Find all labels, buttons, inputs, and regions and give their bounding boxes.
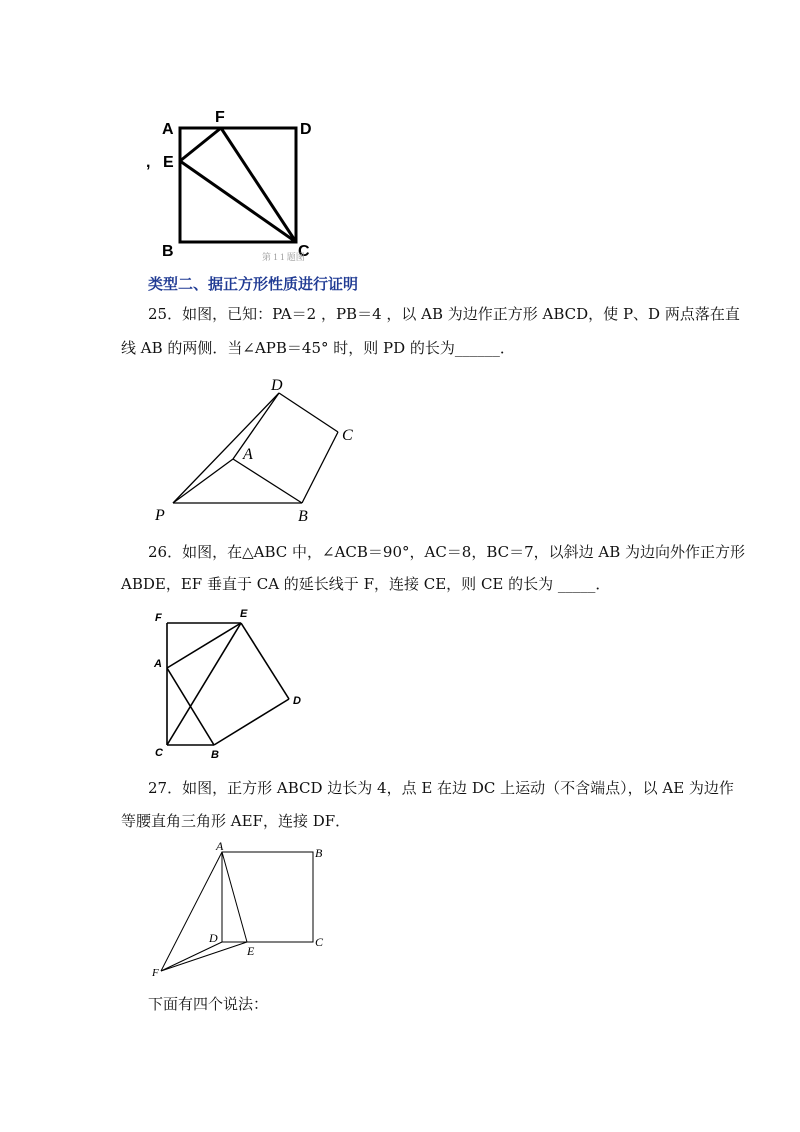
label-d: D bbox=[300, 121, 312, 138]
q25-text-line2: 线 AB 的两侧．当∠APB＝45° 时，则 PD 的长为______． bbox=[121, 339, 515, 357]
figure-q27 bbox=[145, 835, 335, 983]
segment-ec bbox=[180, 161, 296, 242]
figure-q25 bbox=[150, 370, 370, 530]
label-d: D bbox=[293, 695, 301, 707]
q26-text-line1: 26．如图，在△ABC 中，∠ACB＝90°，AC＝8，BC＝7，以斜边 AB 为边向外作正方形 bbox=[148, 543, 746, 561]
label-b: B bbox=[162, 243, 174, 260]
label-c: C bbox=[315, 935, 324, 949]
q26-text-line2: ABDE，EF 垂直于 CA 的延长线于 F，连接 CE，则 CE 的长为 _____． bbox=[121, 575, 611, 593]
label-b: B bbox=[315, 846, 323, 860]
q27-footer-text: 下面有四个说法： bbox=[148, 995, 269, 1013]
label-c: C bbox=[298, 243, 310, 260]
label-f: F bbox=[155, 612, 162, 624]
label-a: A bbox=[243, 446, 253, 463]
label-b: B bbox=[211, 749, 219, 760]
section-heading: 类型二、据正方形性质进行证明 bbox=[148, 275, 359, 293]
label-a: A bbox=[154, 658, 162, 670]
figure-square-aefdc bbox=[140, 110, 340, 270]
q27-text-line1: 27．如图，正方形 ABCD 边长为 4，点 E 在边 DC 上运动（不含端点），以 AE 为边作 bbox=[148, 779, 734, 797]
label-c: C bbox=[342, 427, 353, 444]
segment-fc bbox=[221, 128, 296, 242]
figure-q26 bbox=[148, 605, 308, 760]
label-p: P bbox=[155, 507, 165, 524]
label-d: D bbox=[209, 931, 218, 945]
square-abcd bbox=[222, 852, 313, 942]
label-b: B bbox=[298, 508, 308, 525]
label-e: E bbox=[163, 154, 174, 171]
label-f: F bbox=[215, 110, 225, 126]
label-a: A bbox=[216, 839, 224, 853]
q27-text-line2: 等腰直角三角形 AEF，连接 DF． bbox=[121, 812, 351, 830]
label-e: E bbox=[240, 608, 248, 620]
q25-text-line1: 25．如图，已知：PA＝2 ，PB＝4 ，以 AB 为边作正方形 ABCD，使 P、D 两点落在直 bbox=[148, 305, 740, 323]
label-f: F bbox=[152, 967, 159, 979]
cropped-caption: 第 1 1 题图 bbox=[262, 252, 305, 262]
label-e: E bbox=[247, 944, 255, 958]
comma-mark: , bbox=[146, 154, 151, 171]
label-d: D bbox=[271, 377, 283, 394]
label-c: C bbox=[155, 747, 163, 759]
label-a: A bbox=[162, 121, 174, 138]
segment-ef bbox=[180, 128, 221, 161]
